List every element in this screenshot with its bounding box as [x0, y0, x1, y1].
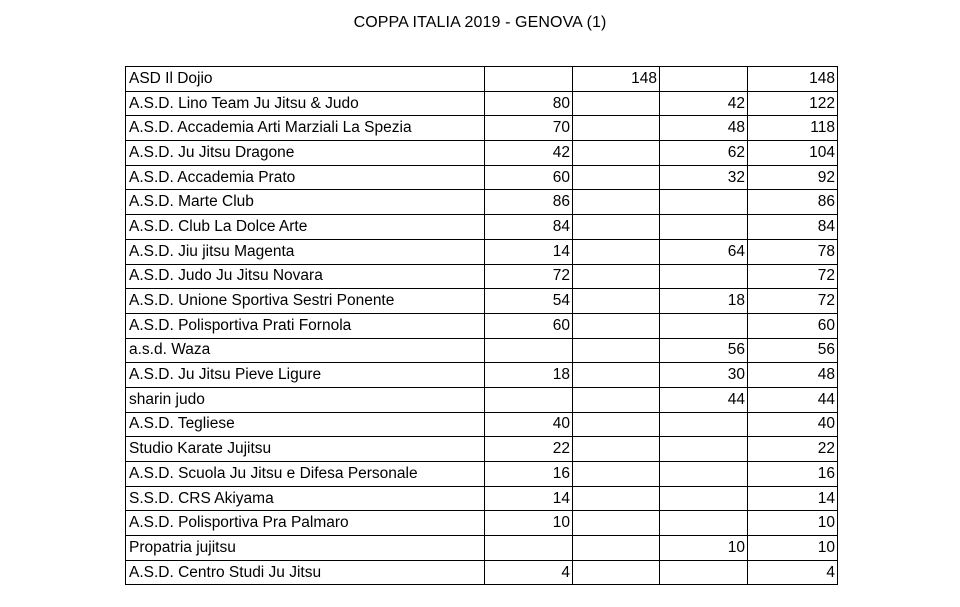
points-column-2-cell	[573, 437, 660, 462]
points-column-1-cell: 86	[485, 190, 573, 215]
club-name-cell: A.S.D. Accademia Arti Marziali La Spezia	[126, 116, 485, 141]
points-column-2-cell: 148	[573, 67, 660, 92]
points-column-3-cell: 48	[660, 116, 748, 141]
points-column-1-cell: 42	[485, 141, 573, 166]
points-column-1-cell	[485, 387, 573, 412]
points-column-1-cell: 70	[485, 116, 573, 141]
points-column-1-cell: 60	[485, 165, 573, 190]
points-column-2-cell	[573, 412, 660, 437]
club-name-cell: sharin judo	[126, 387, 485, 412]
points-column-2-cell	[573, 486, 660, 511]
table-row	[126, 511, 838, 536]
points-column-1-cell: 60	[485, 313, 573, 338]
points-column-2-cell	[573, 511, 660, 536]
club-name-cell: A.S.D. Judo Ju Jitsu Novara	[126, 264, 485, 289]
standings-body	[126, 67, 838, 585]
points-column-3-cell: 62	[660, 141, 748, 166]
total-points-cell: 122	[748, 91, 838, 116]
table-row	[126, 141, 838, 166]
club-name-cell: A.S.D. Centro Studi Ju Jitsu	[126, 560, 485, 585]
total-points-cell: 48	[748, 363, 838, 388]
table-row	[126, 91, 838, 116]
club-name-cell: A.S.D. Accademia Prato	[126, 165, 485, 190]
table-row	[126, 387, 838, 412]
points-column-1-cell: 84	[485, 215, 573, 240]
club-name-cell: A.S.D. Marte Club	[126, 190, 485, 215]
table-row	[126, 437, 838, 462]
points-column-2-cell	[573, 536, 660, 561]
points-column-2-cell	[573, 239, 660, 264]
club-name-cell: A.S.D. Ju Jitsu Dragone	[126, 141, 485, 166]
points-column-3-cell	[660, 412, 748, 437]
total-points-cell: 22	[748, 437, 838, 462]
points-column-1-cell	[485, 67, 573, 92]
total-points-cell: 72	[748, 264, 838, 289]
table-row	[126, 560, 838, 585]
total-points-cell: 14	[748, 486, 838, 511]
points-column-1-cell: 72	[485, 264, 573, 289]
club-name-cell: A.S.D. Ju Jitsu Pieve Ligure	[126, 363, 485, 388]
total-points-cell: 44	[748, 387, 838, 412]
points-column-1-cell: 80	[485, 91, 573, 116]
table-row	[126, 289, 838, 314]
points-column-2-cell	[573, 338, 660, 363]
total-points-cell: 78	[748, 239, 838, 264]
points-column-1-cell: 14	[485, 486, 573, 511]
points-column-1-cell: 16	[485, 462, 573, 487]
club-name-cell: A.S.D. Jiu jitsu Magenta	[126, 239, 485, 264]
table-row	[126, 536, 838, 561]
total-points-cell: 10	[748, 536, 838, 561]
total-points-cell: 60	[748, 313, 838, 338]
table-row	[126, 462, 838, 487]
points-column-1-cell: 4	[485, 560, 573, 585]
table-row	[126, 486, 838, 511]
points-column-3-cell	[660, 511, 748, 536]
points-column-2-cell	[573, 289, 660, 314]
table-row	[126, 67, 838, 92]
total-points-cell: 16	[748, 462, 838, 487]
table-row	[126, 215, 838, 240]
club-name-cell: A.S.D. Lino Team Ju Jitsu & Judo	[126, 91, 485, 116]
points-column-2-cell	[573, 264, 660, 289]
table-row	[126, 264, 838, 289]
points-column-3-cell	[660, 264, 748, 289]
points-column-3-cell	[660, 190, 748, 215]
club-name-cell: A.S.D. Unione Sportiva Sestri Ponente	[126, 289, 485, 314]
club-name-cell: Studio Karate Jujitsu	[126, 437, 485, 462]
points-column-3-cell	[660, 313, 748, 338]
table-row	[126, 363, 838, 388]
points-column-2-cell	[573, 215, 660, 240]
points-column-3-cell: 42	[660, 91, 748, 116]
total-points-cell: 10	[748, 511, 838, 536]
points-column-1-cell: 10	[485, 511, 573, 536]
points-column-2-cell	[573, 560, 660, 585]
total-points-cell: 148	[748, 67, 838, 92]
points-column-2-cell	[573, 190, 660, 215]
table-row	[126, 116, 838, 141]
total-points-cell: 40	[748, 412, 838, 437]
document-title: COPPA ITALIA 2019 - GENOVA (1)	[353, 14, 607, 31]
club-name-cell: ASD Il Dojio	[126, 67, 485, 92]
points-column-3-cell: 18	[660, 289, 748, 314]
points-column-3-cell: 44	[660, 387, 748, 412]
total-points-cell: 84	[748, 215, 838, 240]
points-column-3-cell: 32	[660, 165, 748, 190]
total-points-cell: 56	[748, 338, 838, 363]
club-name-cell: A.S.D. Polisportiva Pra Palmaro	[126, 511, 485, 536]
table-row	[126, 412, 838, 437]
total-points-cell: 4	[748, 560, 838, 585]
points-column-1-cell: 14	[485, 239, 573, 264]
points-column-2-cell	[573, 387, 660, 412]
points-column-2-cell	[573, 116, 660, 141]
table-row	[126, 338, 838, 363]
standings-table	[125, 66, 838, 585]
points-column-1-cell: 40	[485, 412, 573, 437]
club-name-cell: A.S.D. Polisportiva Prati Fornola	[126, 313, 485, 338]
points-column-3-cell	[660, 486, 748, 511]
points-column-2-cell	[573, 141, 660, 166]
points-column-1-cell: 18	[485, 363, 573, 388]
points-column-1-cell: 54	[485, 289, 573, 314]
points-column-3-cell	[660, 462, 748, 487]
total-points-cell: 92	[748, 165, 838, 190]
points-column-1-cell	[485, 536, 573, 561]
total-points-cell: 118	[748, 116, 838, 141]
total-points-cell: 72	[748, 289, 838, 314]
points-column-2-cell	[573, 313, 660, 338]
club-name-cell: a.s.d. Waza	[126, 338, 485, 363]
points-column-2-cell	[573, 462, 660, 487]
points-column-1-cell: 22	[485, 437, 573, 462]
points-column-3-cell: 30	[660, 363, 748, 388]
points-column-1-cell	[485, 338, 573, 363]
points-column-3-cell: 10	[660, 536, 748, 561]
club-name-cell: A.S.D. Scuola Ju Jitsu e Difesa Personale	[126, 462, 485, 487]
total-points-cell: 104	[748, 141, 838, 166]
club-name-cell: S.S.D. CRS Akiyama	[126, 486, 485, 511]
points-column-3-cell: 56	[660, 338, 748, 363]
points-column-3-cell	[660, 67, 748, 92]
table-row	[126, 239, 838, 264]
points-column-3-cell	[660, 437, 748, 462]
club-name-cell: A.S.D. Club La Dolce Arte	[126, 215, 485, 240]
total-points-cell: 86	[748, 190, 838, 215]
table-row	[126, 190, 838, 215]
points-column-3-cell	[660, 560, 748, 585]
club-name-cell: Propatria jujitsu	[126, 536, 485, 561]
points-column-3-cell	[660, 215, 748, 240]
points-column-3-cell: 64	[660, 239, 748, 264]
table-row	[126, 165, 838, 190]
club-name-cell: A.S.D. Tegliese	[126, 412, 485, 437]
points-column-2-cell	[573, 363, 660, 388]
table-row	[126, 313, 838, 338]
points-column-2-cell	[573, 91, 660, 116]
points-column-2-cell	[573, 165, 660, 190]
